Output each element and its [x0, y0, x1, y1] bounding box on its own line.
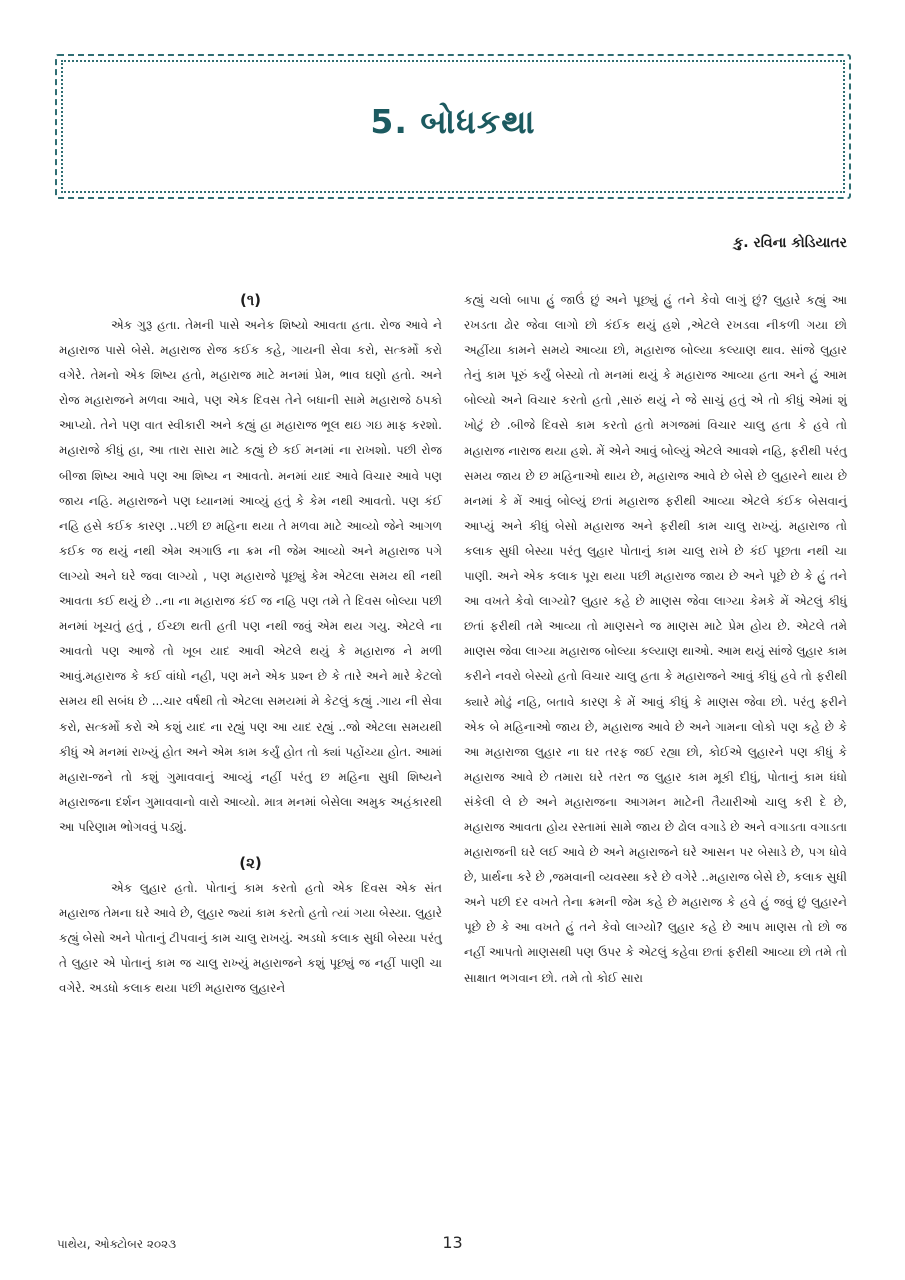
story-2-number: (૨)	[239, 853, 262, 872]
publication-footer: પાથેય, ઓક્ટોબર ૨૦૨૩	[57, 1237, 177, 1251]
page-title: 5. બોધકથા	[370, 102, 536, 141]
left-column	[59, 288, 442, 1001]
title-frame	[55, 54, 851, 199]
right-column	[464, 288, 847, 991]
author-name: કુ. રવિના કોડિયાતર	[733, 235, 847, 251]
story-2-text: એક લુહાર હતો. પોતાનું કામ કરતો હતો એક દિવસ એક સંત મહારાજ તેમના ઘરે આવે છે, લુહાર જ્યાં કામ કરતો હતો ત્યાં ગયા બેસ્યા. લુહારે કહ્યું બેસો અને પોતાનું ટીપવાનું કામ ચાલુ રાખયું. અડધો કલાક સુધી બેસ્યા પરંતુ તે લુહાર એ પોતાનું કામ જ ચાલુ રાખ્યું મહારાજને કશું પૂછ્યું જ નહીં પાણી ચા વગેરે. અડધો કલાક થયા પછી મહારાજ લુહારને	[59, 880, 442, 996]
story-1-text: એક ગુરૂ હતા. તેમની પાસે અનેક શિષ્યો આવતા હતા. રોજ આવે ને મહારાજ પાસે બેસે. મહારાજ રોજ કઈક કહે, ગાયની સેવા કરો, સત્કર્મો કરો વગેરે. તેમનો એક શિષ્ય હતો, મહારાજ માટે મનમાં પ્રેમ, ભાવ ઘણો હતો. અને રોજ મહારાજને મળવા આવે, પણ એક દિવસ તેને બધાની સામે મહારાજે ઠપકો આપ્યો. તેને પણ વાત સ્વીકારી અને કહ્યું હા મહારાજ ભૂલ થઇ ગઇ માફ કરશો. મહારાજે કીધું હા, આ તારા સારા માટે કહ્યું છે કઈ મનમાં ના રાખશો. પછી રોજ બીજા શિષ્ય આવે પણ આ શિષ્ય ન આવતો. મનમાં યાદ આવે વિચાર આવે પણ જાય નહિ. મહારાજને પણ ધ્યાનમાં આવ્યું હતું કે કેમ નથી આવતો. પણ કંઈ નહિ હસે કઈક કારણ ..પછી છ મહિના થયા તે મળવા માટે આવ્યો જેને આગળ કઈક જ થયું નથી એમ અગાઉ ના ક્રમ ની જેમ આવ્યો અને મહારાજ પગે લાગ્યો અને ઘરે જવા લાગ્યો , પણ મહારાજે પૂછ્યું કેમ એટલા સમય થી નથી આવતા કઈ થયું છે ..ના ના મહારાજ કંઈ જ નહિ પણ તમે તે દિવસ બોલ્યા પછી મનમાં ખૂચતું હતું , ઈચ્છા થતી હતી પણ નથી જવું એમ થય ગયુ. એટલે ના આવતો પણ આજે તો ખૂબ યાદ આવી એટલે થયું કે મહારાજ ને મળી આવું.મહારાજ કે કઈ વાંધો નહી, પણ મને એક પ્રશ્ન છે કે તારે અને મારે કેટલો સમય થી સબંધ છે ...ચાર વર્ષથી તો એટલા સમયમાં મે કેટલું કહ્યું .ગાય ની સેવા કરો, સત્કર્મો કરો એ કશું યાદ ના રહ્યું પણ આ યાદ રહ્યું ..જો એટલા સમયથી કીધું એ મનમાં રાખ્યું હોત અને એમ કામ કર્યું હોત તો ક્યાં પહોંચ્યા હોત. આમાં મહારા-જને તો કશું ગુમાવવાનું આવ્યું નહીં પરંતુ છ મહિના સુધી શિષ્યને મહારાજના દર્શન ગુમાવવાનો વારો આવ્યો. માત્ર મનમાં બેસેલા અમુક અહંકારથી આ પરિણામ ભોગવવું પડ્યું.	[59, 318, 442, 834]
page-number: 13	[442, 1233, 463, 1252]
story-2-continued-text: કહ્યું ચલો બાપા હું જાઉં છું અને પૂછ્યું હું તને કેવો લાગું છું? લુહારે કહ્યું આ રખડતા ઢોર જેવા લાગો છો કંઈક થયું હશે ,એટલે રખડવા નીકળી ગયા છો અહીંયા કામને સમયે આવ્યા છો, મહારાજ બોલ્યા કલ્યાણ થાવ. સાંજે લુહાર તેનું કામ પૂરું કર્યું બેસ્યો તો મનમાં થયું કે મહારાજ આવ્યા હતા અને હું આમ બોલ્યો અને વિચાર કરતો હતો ,સારું થયું ને જે સાચું હતું એ તો કીધું એમાં શું ખોટું છે .બીજે દિવસે કામ કરતો હતો મગજમાં વિચાર ચાલુ હતા કે હવે તો મહારાજ નારાજ થયા હશે. મેં એને આવું બોલ્યું એટલે આવશે નહિ, ફરીથી પરંતુ સમય જાય છે છ મહિનાઓ થાય છે, મહારાજ આવે છે બેસે છે લુહારને થાય છે મનમાં કે મેં આવું બોલ્યું છતાં મહારાજ ફરીથી આવ્યા એટલે કંઈક બેસવાનું આપ્યું અને કીધું બેસો મહારાજ અને ફરીથી કામ ચાલુ રાખ્યું. મહારાજ તો કલાક સુધી બેસ્યા પરંતુ લુહાર પોતાનું કામ ચાલુ રાખે છે કંઈ પૂછતા નથી ચા પાણી. અને એક કલાક પૂરા થયા પછી મહારાજ જાય છે અને પૂછે છે કે હું તને આ વખતે કેવો લાગ્યો? લુહાર કહે છે માણસ જેવા લાગ્યા કેમકે મેં એટલું કીધું છતાં ફરીથી તમે આવ્યા તો માણસને જ માણસ માટે પ્રેમ હોય છે. એટલે તમે માણસ જેવા લાગ્યા મહારાજ બોલ્યા કલ્યાણ થાઓ. આમ થયું સાંજે લુહાર કામ કરીને નવરો બેસ્યો હતો વિચાર ચાલુ હતા કે મહારાજને આવું કીધું હવે તો ફરીથી ક્યારે મોઢું નહિ, બતાવે કારણ કે મેં આવું કીધું કે માણસ જેવા છો. પરંતુ ફરીને એક બે મહિનાઓ જાય છે, મહારાજ આવે છે અને ગામના લોકો પણ કહે છે કે આ મહારાજા લુહાર ના ઘર તરફ જઈ રહ્યા છો, કોઈએ લુહારને પણ કીધું કે મહારાજ આવે છે તમારા ઘરે તરત જ લુહાર કામ મૂકી દીધું, પોતાનું કામ ધંધો સંકેલી લે છે અને મહારાજના આગમન માટેની તૈયારીઓ ચાલુ કરી દે છે, મહારાજ આવતા હોય રસ્તામાં સામે જાય છે ઢોલ વગાડે છે અને વગાડતા વગાડતા મહારાજની ઘરે લઈ આવે છે અને મહારાજને ઘરે આસન પર બેસાડે છે, પગ ધોવે છે, પ્રાર્થના કરે છે ,જમવાની વ્યવસ્થા કરે છે વગેરે ..મહારાજ બેસે છે, કલાક સુધી અને પછી દર વખતે તેના ક્રમની જેમ કહે છે મહારાજ કે હવે હું જવું છું લુહારને પૂછે છે કે આ વખતે હું તને કેવો લાગ્યો? લુહાર કહે છે આપ માણસ તો છો જ નહીં આપતો માણસથી પણ ઉપર કે એટલું કહેવા છતાં ફરીથી આવ્યા છો તમે તો સાક્ષાત ભગવાન છો. તમે તો કોઈ સારા	[464, 293, 847, 985]
story-1-number: (૧)	[239, 291, 262, 309]
